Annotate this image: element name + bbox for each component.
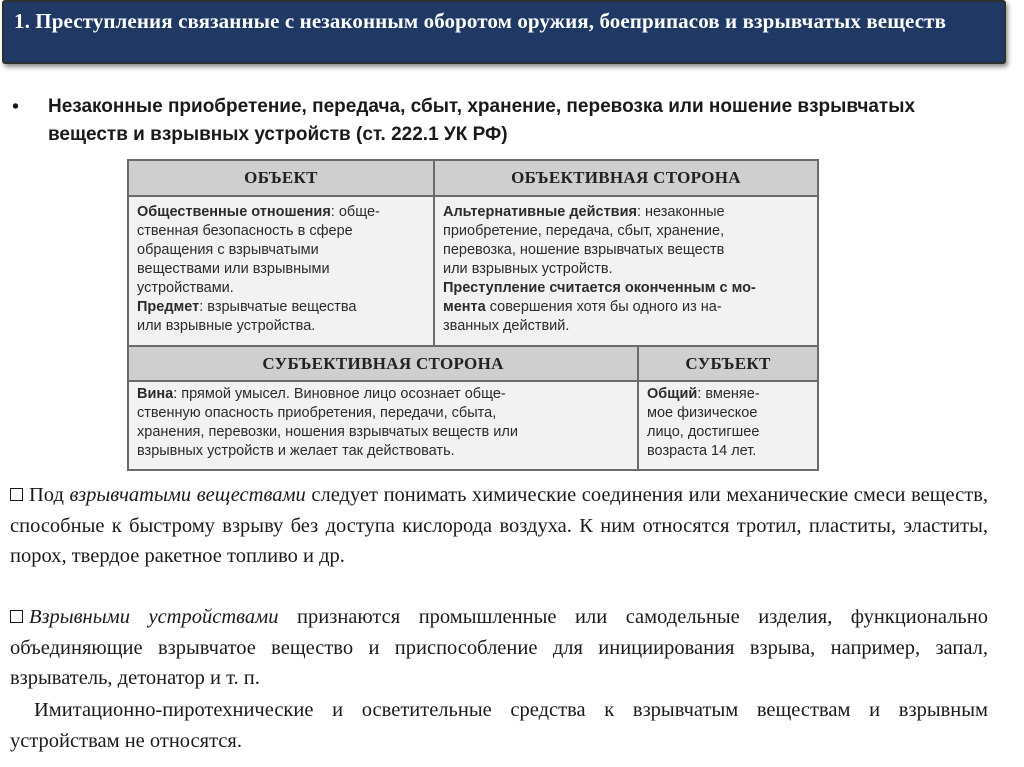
subject-heading: СУБЪЕКТ xyxy=(639,347,817,380)
cell-line-text: обращения с взрывчатыми xyxy=(137,242,319,258)
cell-line xyxy=(137,423,629,442)
cell-line xyxy=(137,317,425,336)
term-explosives: взрывчатыми веществами xyxy=(69,484,306,506)
cell-line-text: : вменяе- xyxy=(697,386,760,402)
cell-line-text: приобретение, передача, сбыт, хранение, xyxy=(443,223,725,239)
cell-line xyxy=(443,279,809,298)
crime-elements-table xyxy=(127,159,819,471)
cell-line-bold: мента xyxy=(443,299,486,315)
slide-title: 1. Преступления связанные с незаконным оборотом оружия, боеприпасов и взрывчатых веществ xyxy=(14,9,947,33)
cell-line xyxy=(443,317,809,336)
table-divider xyxy=(433,161,435,347)
cell-line-bold: Альтернативные действия xyxy=(443,204,637,220)
cell-line-text: или взрывные устройства. xyxy=(137,318,316,334)
cell-line xyxy=(443,222,809,241)
cell-line xyxy=(137,404,629,423)
cell-line-text: : взрывчатые вещества xyxy=(199,299,357,315)
object-heading: ОБЪЕКТ xyxy=(129,161,433,195)
subject-body xyxy=(639,385,817,467)
object-body xyxy=(129,203,433,341)
cell-line-text: : незаконные xyxy=(636,204,725,220)
cell-line-bold: Общий xyxy=(647,386,698,402)
checkbox-bullet-icon xyxy=(10,488,23,501)
subjective-side-heading: СУБЪЕКТИВНАЯ СТОРОНА xyxy=(129,347,637,380)
cell-line xyxy=(137,241,425,260)
cell-line-text: хранения, перевозки, ношения взрывчатых веществ или xyxy=(137,424,518,440)
cell-line-text: или взрывных устройств. xyxy=(443,261,613,277)
cell-line-bold: Предмет xyxy=(137,299,200,315)
cell-line-text: веществами или взрывными xyxy=(137,261,330,277)
cell-line-text: : обще- xyxy=(330,204,380,220)
table-divider xyxy=(129,380,817,382)
cell-line-text: совершения хотя бы одного из на- xyxy=(485,299,722,315)
subjective-side-body xyxy=(129,385,637,467)
cell-line-text: возраста 14 лет. xyxy=(647,443,757,459)
cell-line xyxy=(137,442,629,461)
cell-line xyxy=(137,260,425,279)
slide-header xyxy=(2,0,1006,64)
cell-line xyxy=(137,279,425,298)
cell-line-bold: Общественные отношения xyxy=(137,204,331,220)
cell-line-text: мое физическое xyxy=(647,405,758,421)
cell-line-text: ственную опасность приобретения, передачи, сбыта, xyxy=(137,405,497,421)
objective-side-heading: ОБЪЕКТИВНАЯ СТОРОНА xyxy=(435,161,817,195)
cell-line-bold: Вина xyxy=(137,386,174,402)
cell-line-text: устройствами. xyxy=(137,280,234,296)
bullet-item xyxy=(12,93,992,149)
cell-line-text: лицо, достигшее xyxy=(647,424,760,440)
table-divider xyxy=(129,195,817,197)
bullet-marker: • xyxy=(12,96,20,118)
cell-line xyxy=(647,404,809,423)
term-explosive-devices: Взрывными устройствами xyxy=(29,606,279,628)
cell-line xyxy=(647,423,809,442)
cell-line-bold: Преступление считается оконченным с мо- xyxy=(443,280,756,296)
cell-line-text: званных действий. xyxy=(443,318,570,334)
objective-side-body xyxy=(435,203,817,341)
cell-line xyxy=(137,298,425,317)
checkbox-bullet-icon xyxy=(10,610,23,623)
table-divider xyxy=(637,345,639,469)
cell-line-text: перевозка, ношение взрывчатых веществ xyxy=(443,242,725,258)
table-divider xyxy=(129,345,817,347)
cell-line-text: взрывных устройств и желает так действовать. xyxy=(137,443,455,459)
cell-line xyxy=(647,385,809,404)
cell-line-text: : прямой умысел. Виновное лицо осознает обще- xyxy=(173,386,506,402)
cell-line xyxy=(443,260,809,279)
cell-line-text: ственная безопасность в сфере xyxy=(137,223,353,239)
explosives-definition: Под взрывчатыми веществами следует понимать химические соединения или механические смеси веществ, способные к быстрому взрыву без доступа кислорода воздуха. К ним относятся тротил, пластиты, эластиты, порох, твердое ракетное топливо и др. xyxy=(10,484,989,567)
cell-line xyxy=(137,222,425,241)
cell-line xyxy=(443,241,809,260)
cell-line xyxy=(137,385,629,404)
cell-line xyxy=(137,203,425,222)
exclusion-note: Имитационно-пиротехнические и осветительные средства к взрывчатым веществам и взрывным устройствам не относятся. xyxy=(10,699,988,752)
cell-line xyxy=(647,442,809,461)
bullet-text: Незаконные приобретение, передача, сбыт, хранение, перевозка или ношение взрывчатых веществ и взрывных устройств (ст. 222.1 УК РФ) xyxy=(48,96,916,145)
cell-line xyxy=(443,203,809,222)
cell-line xyxy=(443,298,809,317)
explosive-devices-definition: Взрывными устройствами признаются промышленные или самодельные изделия, функционально объединяющие взрывчатое вещество и приспособление для инициирования взрыва, например, запал, взрыватель, детонатор и т. п. xyxy=(10,606,988,689)
